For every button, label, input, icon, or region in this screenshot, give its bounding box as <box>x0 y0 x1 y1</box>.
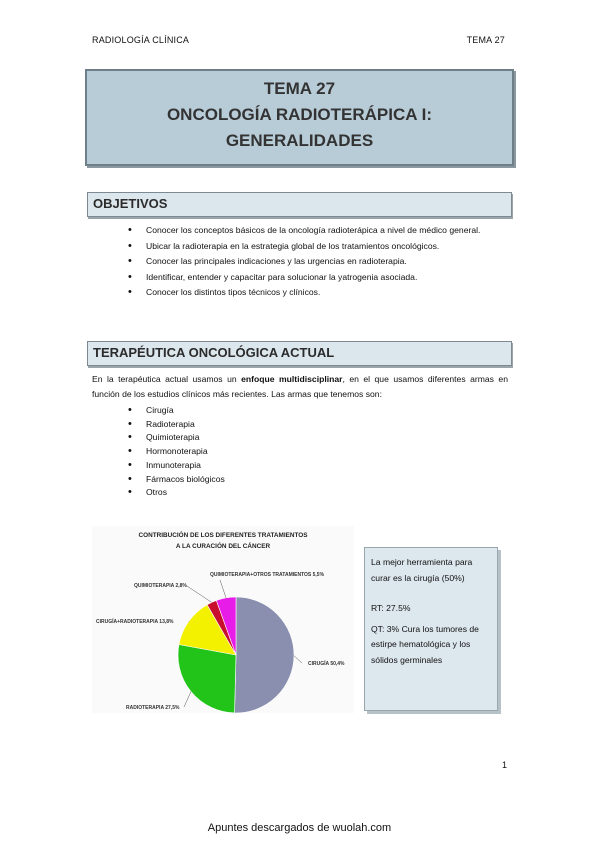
pie-leader-line <box>294 656 302 663</box>
chart-title-line-1: CONTRIBUCIÓN DE LOS DIFERENTES TRATAMIENTOS <box>138 532 308 539</box>
treatments-list <box>128 404 225 500</box>
title-box <box>85 69 514 166</box>
running-header-right: TEMA 27 <box>466 35 505 45</box>
pie-slice-label: QUIMIOTERAPIA+OTROS TRATAMIENTOS 5,5% <box>210 572 325 578</box>
treatment-item: • Radioterapia <box>128 418 225 432</box>
note-line-2: RT: 27.5% <box>371 603 411 613</box>
summary-note-box <box>364 547 498 711</box>
running-header-left: RADIOLOGÍA CLÍNICA <box>92 35 190 45</box>
section-heading-objetivos: OBJETIVOS <box>87 192 512 217</box>
section-heading-terapeutica: TERAPÉUTICA ONCOLÓGICA ACTUAL <box>87 341 512 366</box>
objective-item: • Conocer los distintos tipos técnicos y clínicos. <box>128 285 488 301</box>
para-text-2: , en el que usamos diferentes armas en función de los estudios clínicos más recientes. Las armas que tenemos son: <box>92 374 508 399</box>
pie-slice-label: QUIMIOTERAPIA 2,8% <box>134 583 187 589</box>
objective-item: • Conocer las principales indicaciones y las urgencias en radioterapia. <box>128 254 488 270</box>
treatment-item: • Cirugía <box>128 404 225 418</box>
treatment-item: • Inmunoterapia <box>128 459 225 473</box>
objective-item: • Ubicar la radioterapia en la estrategia global de los tratamientos oncológicos. <box>128 239 488 255</box>
pie-chart <box>92 526 354 713</box>
objective-item: • Conocer los conceptos básicos de la oncología radioterápica a nivel de médico general. <box>128 223 488 239</box>
treatment-item: • Hormonoterapia <box>128 445 225 459</box>
note-line-1: La mejor herramienta para curar es la cirugía (50%) <box>371 557 473 583</box>
pie-slice-label: CIRUGÍA+RADIOTERAPIA 13,8% <box>96 619 174 625</box>
pie-slice-label: RADIOTERAPIA 27,5% <box>126 705 180 711</box>
intro-paragraph <box>92 372 508 402</box>
para-bold-term: enfoque multidisciplinar <box>241 374 343 384</box>
pie-slice <box>235 597 294 713</box>
title-line-1: TEMA 27 <box>263 79 336 98</box>
page-number: 1 <box>501 760 507 770</box>
pie-slice <box>178 644 236 712</box>
chart-title-line-2: A LA CURACIÓN DEL CÁNCER <box>175 543 271 550</box>
title-line-2: ONCOLOGÍA RADIOTERÁPICA I: <box>166 105 433 124</box>
pie-slice-label: CIRUGÍA 50,4% <box>308 661 345 667</box>
download-footer: Apuntes descargados de wuolah.com <box>207 822 392 834</box>
note-line-3: QT: 3% Cura los tumores de estirpe hematológica y los sólidos germinales <box>371 623 479 665</box>
pie-leader-line <box>220 580 226 598</box>
objectives-list <box>128 223 488 301</box>
pie-leader-line <box>184 692 191 707</box>
title-line-3: GENERALIDADES <box>225 131 374 150</box>
pie-chart-figure <box>92 526 354 713</box>
para-text-1: En la terapéutica actual usamos un <box>92 374 242 384</box>
treatment-item: • Fármacos biológicos <box>128 473 225 487</box>
treatment-item: • Otros <box>128 486 225 500</box>
pie-leader-line <box>187 586 212 602</box>
treatment-item: • Quimioterapia <box>128 431 225 445</box>
objective-item: • Identificar, entender y capacitar para solucionar la yatrogenia asociada. <box>128 270 488 286</box>
